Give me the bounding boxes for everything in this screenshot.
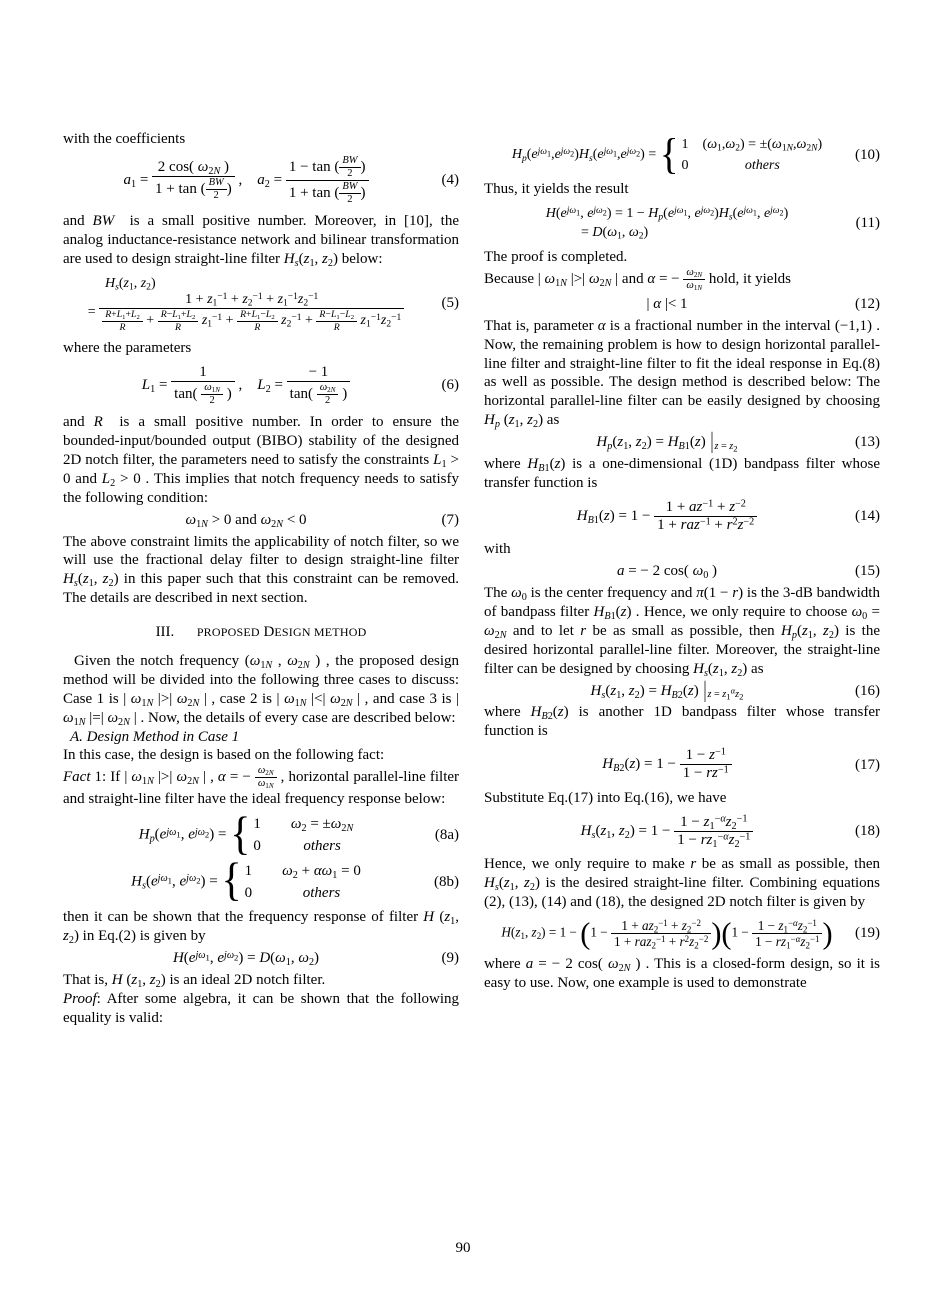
- equation-number: (12): [855, 295, 880, 312]
- equation-17: [484, 747, 880, 783]
- equation-18: [484, 814, 880, 850]
- equation-body: $H(z_1$, $z_2) = 1 - (1$ − $\frac{1 + az_2^{-1} + z_2^{-2}}{1 + raz_2^{-1} + r^2z_2^{-2}}$ )(1 − $\frac{1 - z_1^{-\alpha}z_2^{-1}}{1 - rz_1^{-\alpha}z_2^{-1}}$ ): [501, 916, 833, 951]
- equation-body: $\omega_{1N} > 0$ and $\omega_{2N} < 0$: [185, 511, 307, 530]
- paragraph: and R is a small positive number. In order to ensure the bounded-input/bounded output (BIBO) stability of the designed 2D notch filter, the parameters need to satisfy the constraints $L_1 > 0$ and $L_2 > 0$ . This implies that notch frequency needs to satisfy the following condition:: [63, 414, 459, 506]
- equation-body: $H_s(e^{j\omega_1}$, $e^{j\omega_2}$) = { 1 $\omega_2 + \alpha\omega_1 = 0$ 0 others: [131, 855, 361, 907]
- equation-number: (5): [441, 295, 459, 312]
- equation-number: (6): [441, 377, 459, 394]
- paragraph: with: [484, 541, 511, 558]
- equation-body: $a_1$ = 2 cos( $\omega_{2N}$ ) 1 + tan ( $\frac{BW}{2}$ ) , $a_2$ = 1 − tan ( $\frac{BW}{2}$ ) 1 + tan ( $\frac{BW}{2}$ ): [63, 155, 429, 206]
- equation-number: (14): [855, 508, 880, 525]
- equation-body: $H(e^{j\omega_1}$, $e^{j\omega_2}) = D(\omega_1$, $\omega_2$): [172, 949, 320, 969]
- equation-body: $H_p(z_1$, $z_2) = H_{B1}(z)$ $|_{z = z_2}$: [596, 429, 738, 455]
- equation-8b: [63, 855, 459, 907]
- paragraph: Because | $\omega_{1N}$ |>| $\omega_{2N}$ | and α = − $\frac{\omega_{2N}}{\omega_{1N}}$ hold, it yields: [484, 266, 791, 292]
- equation-number: (11): [855, 214, 880, 231]
- equation-11: [484, 205, 880, 242]
- equation-number: (18): [855, 822, 880, 839]
- equation-body: $H_{B2}(z) = 1$ − $\frac{1 - z^{-1}}{1 - rz^{-1}}$: [484, 747, 850, 783]
- equation-body: $H(e^{j\omega_1}$, $e^{j\omega_2}) = 1 - H_p(e^{j\omega_1}$, $e^{j\omega_2})H_s(e^{j\omega_1}$, $e^{j\omega_2}$) = $D(\omega_1$, $\omega_2$): [545, 205, 789, 243]
- equation-number: (4): [441, 172, 459, 189]
- equation-body: $H_s(z_1$, $z_2) = 1$ − $\frac{1 - z_1^{-\alpha}z_2^{-1}}{1 - rz_1^{-\alpha}z_2^{-1}}$: [484, 814, 850, 850]
- paragraph: Hence, we only require to make r be as small as possible, then $H_s(z_1$, $z_2$) is the desired straight-line filter. Combining equations (2), (13), (14) and (18), the designed 2D notch filter is given by: [484, 856, 881, 910]
- equation-number: (10): [855, 146, 880, 163]
- equation-14: [484, 499, 880, 535]
- equation-9: [63, 949, 459, 968]
- paragraph: with the coefficients: [63, 131, 186, 147]
- equation-number: (9): [441, 950, 459, 967]
- equation-5: [63, 275, 459, 333]
- paragraph: and BW is a small positive number. Moreover, in [10], the analog inductance-resistance network and bilinear transformation are used to design straight-line filter $H_s(z_1$, $z_2$) below:: [63, 213, 459, 269]
- equation-number: (8a): [434, 827, 459, 844]
- paragraph: where $H_{B2}(z)$ is another 1D bandpass filter whose transfer function is: [484, 704, 880, 740]
- equation-body: $H_s(z_1$, $z_2$) = $1 + z_1^{-1} + z_2^{-1} + z_1^{-1}z_2^{-1}$ $\frac{R+L_1+L_2}{R}$ + $\frac{R-L_1+L_2}{R}$ $z_1^{-1}$ + $\frac{R+L_1-L_2}{R}$ $z_2^{-1}$ + $\frac{R-L_1-L_2}{R}$ $z_1^{-1}z_2^{-1}$: [63, 275, 429, 333]
- equation-12: [484, 295, 880, 314]
- paragraph: where $H_{B1}(z)$ is a one-dimensional (1D) bandpass filter whose transfer function is: [484, 456, 880, 491]
- paragraph: then it can be shown that the frequency response of filter H ($z_1$, $z_2$) in Eq.(2) is given by: [63, 909, 459, 947]
- equation-number: (8b): [434, 873, 459, 890]
- paragraph: In this case, the design is based on the following fact:: [63, 747, 385, 764]
- right-column: [484, 130, 880, 1028]
- equation-body: $H_{B1}(z) = 1$ − $\frac{1 + az^{-1} + z^{-2}}{1 + raz^{-1} + r^2z^{-2}}$: [484, 499, 850, 535]
- equation-body: a = − 2 cos( $\omega_0$ ): [616, 563, 718, 582]
- equation-8a: [63, 809, 459, 860]
- paragraph: where the parameters: [63, 339, 192, 356]
- equation-number: (17): [855, 756, 880, 773]
- equation-body: $H_p(e^{j\omega_1},e^{j\omega_2})H_s(e^{j\omega_1},e^{j\omega_2})$ = { 1 $(\omega_1,\omega_2) = \pm(\omega_{1N},\omega_{2N})$ 0 others: [511, 131, 823, 179]
- equation-15: [484, 562, 880, 581]
- subsection-heading: A. Design Method in Case 1: [70, 728, 240, 745]
- equation-13: [484, 429, 880, 455]
- paragraph: where a = − 2 cos( $\omega_{2N}$ ) . This is a closed-form design, so it is easy to use. Now, one example is used to demonstrate: [484, 956, 880, 992]
- equation-7: [63, 511, 459, 530]
- equation-body: $H_s(z_1$, $z_2) = H_{B2}(z)$ $|_{z = z_1^\alpha z_2}$: [590, 678, 744, 703]
- equation-4: [63, 155, 459, 206]
- equation-6: [63, 364, 459, 407]
- paragraph: Fact 1: If | $\omega_{1N}$ |>| $\omega_{2N}$ | , α = − $\frac{\omega_{2N}}{\omega_{1N}}$ , horizontal parallel-line filter and straight-line filter have the ideal frequency response below:: [63, 765, 460, 808]
- paragraph: The proof is completed.: [484, 248, 628, 265]
- equation-body: $H_p(e^{j\omega_1}$, $e^{j\omega_2}$) = { 1 $\omega_2 = \pm\omega_{2N}$ 0 others: [138, 809, 354, 860]
- equation-19: [484, 918, 880, 949]
- paragraph: The $\omega_0$ is the center frequency and π(1 − r) is the 3-dB bandwidth of bandpass filter $H_{B1}(z)$ . Hence, we only require to choose $\omega_0 = \omega_{2N}$ and to let r be as small as possible, then $H_p(z_1$, $z_2$) is the desired horizontal parallel-line filter. Moreover, the straight-line filter can be designed by choosing $H_s(z_1$, $z_2$) as: [484, 585, 881, 679]
- paragraph: That is, H ($z_1$, $z_2$) is an ideal 2D notch filter.: [63, 972, 326, 990]
- equation-number: (16): [855, 682, 880, 699]
- equation-body: $L_1$ = 1 tan( $\frac{\omega_{1N}}{2}$ ) , $L_2$ = − 1 tan( $\frac{\omega_{2N}}{2}$ ): [63, 364, 429, 407]
- left-column: [63, 130, 459, 1028]
- equation-number: (19): [855, 925, 880, 941]
- paragraph: Thus, it yields the result: [484, 181, 629, 197]
- equation-number: (7): [441, 511, 459, 528]
- equation-16: [484, 678, 880, 703]
- two-column-layout: [63, 130, 880, 1028]
- paragraph: Given the notch frequency ($\omega_{1N}$ , $\omega_{2N}$ ) , the proposed design method will be divided into the following three cases to discuss: Case 1 is | $\omega_{1N}$ |>| $\omega_{2N}$ | , case 2 is | $\omega_{1N}$ |<| $\omega_{2N}$ | , and case 3 is | $\omega_{1N}$ |=| $\omega_{2N}$ | . Now, the details of every case are described below:: [63, 653, 460, 728]
- equation-10: [484, 131, 880, 179]
- page-number: 90: [455, 1240, 471, 1256]
- paragraph: Substitute Eq.(17) into Eq.(16), we have: [484, 789, 727, 806]
- equation-number: (13): [855, 434, 880, 451]
- equation-body: | α |< 1: [646, 295, 688, 312]
- paragraph: The above constraint limits the applicability of notch filter, so we will use the fractional delay filter to design straight-line filter $H_s(z_1$, $z_2$) in this paper such that this constraint can be removed. The details are described in next section.: [63, 533, 459, 607]
- equation-number: (15): [855, 563, 880, 580]
- paragraph: Proof: After some algebra, it can be shown that the following equality is valid:: [63, 990, 459, 1026]
- section-heading: III. PROPOSED DESIGN METHOD: [155, 624, 367, 641]
- paragraph: That is, parameter α is a fractional number in the interval (−1,1) . Now, the remaining problem is how to design horizontal parallel-line filter and straight-line filter to fit the ideal response in Eq.(8) as well as possible. The design method is described below: The horizontal parallel-line filter can be easily designed by choosing $H_p$ ($z_1$, $z_2$) as: [484, 317, 880, 431]
